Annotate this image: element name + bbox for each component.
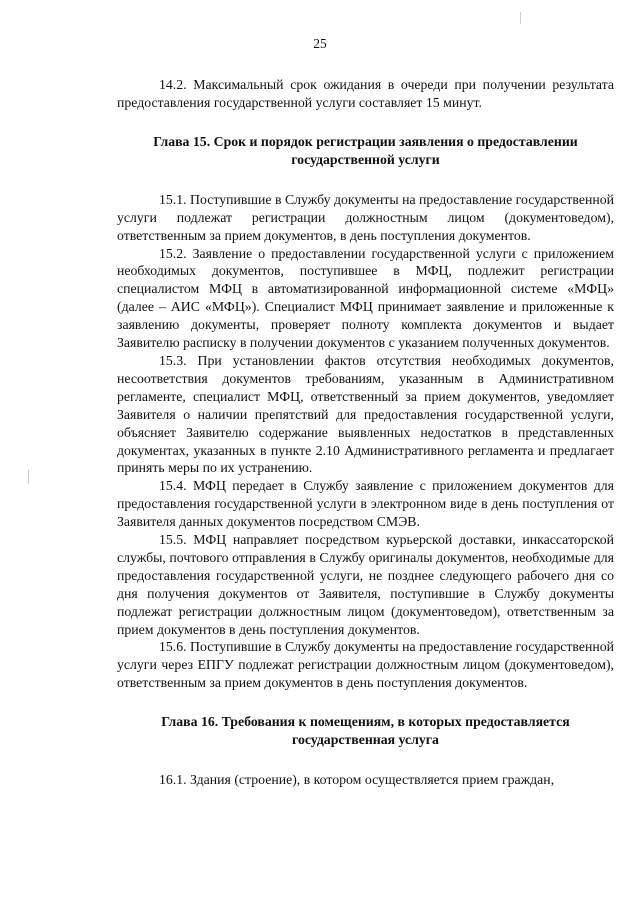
scan-mark xyxy=(28,470,29,484)
paragraph-15-6: 15.6. Поступившие в Службу документы на предоставление государственной услуги через ЕПГУ подлежат регистрации должностным лицом (документоведом), ответственным за прием документов в день поступления документов. xyxy=(117,639,614,691)
paragraph-15-4: 15.4. МФЦ передает в Службу заявление с приложением документов для предоставления государственной услуги в электронном виде в день поступления от Заявителя данных документов посредством СМЭВ. xyxy=(117,478,614,530)
paragraph-16-1: 16.1. Здания (строение), в котором осуществляется прием граждан, xyxy=(159,772,555,788)
chapter-15-section xyxy=(117,191,614,692)
chapter-16-heading: Глава 16. Требования к помещениям, в которых предоставляется государственная услуга xyxy=(161,714,570,748)
page-number: 25 xyxy=(313,36,327,51)
chapter-15-heading: Глава 15. Срок и порядок регистрации заявления о предоставлении государственной услуги xyxy=(153,133,578,167)
paragraph-15-3: 15.3. При установлении фактов отсутствия необходимых документов, несоответствия документов требованиям, указанным в Административном регламенте, специалист МФЦ, ответственный за прием документов, уведомляет Заявителя о наличии препятствий для предоставления государственной услуги, объясняет Заявителю содержание выявленных недостатков в представленных документах, указанных в пункте 2.10 Административного регламента и предлагает принять меры по их устранению. xyxy=(117,352,614,476)
scan-mark xyxy=(520,12,521,24)
chapter-16-section xyxy=(117,771,614,789)
paragraph-15-5: 15.5. МФЦ направляет посредством курьерской доставки, инкассаторской службы, почтового отправления в Службу оригиналы документов, необходимые для предоставления государственной услуги, не позднее следующего рабочего дня со дня получения документов от Заявителя, поступившие в Службу документы подлежат регистрации должностным лицом (документоведом), ответственным за прием документов в день поступления документов. xyxy=(117,532,614,637)
paragraph-15-2: 15.2. Заявление о предоставлении государственной услуги с приложением необходимых документов, поступившее в МФЦ, подлежит регистрации специалистом МФЦ в автоматизированной информационной системе «МФЦ» (далее – АИС «МФЦ»). Специалист МФЦ принимает заявление и приложенные к заявлению документы, проверяет полноту комплекта документов и выдает Заявителю расписку в получении документов с указанием полученных документов. xyxy=(117,245,614,351)
document-body xyxy=(117,76,614,789)
paragraph-14-2: 14.2. Максимальный срок ожидания в очереди при получении результата предоставления государственной услуги составляет 15 минут. xyxy=(117,77,614,110)
paragraph-15-1: 15.1. Поступившие в Службу документы на предоставление государственной услуги подлежат регистрации должностным лицом (документоведом), ответственным за прием документов, в день поступления документов. xyxy=(117,191,614,243)
